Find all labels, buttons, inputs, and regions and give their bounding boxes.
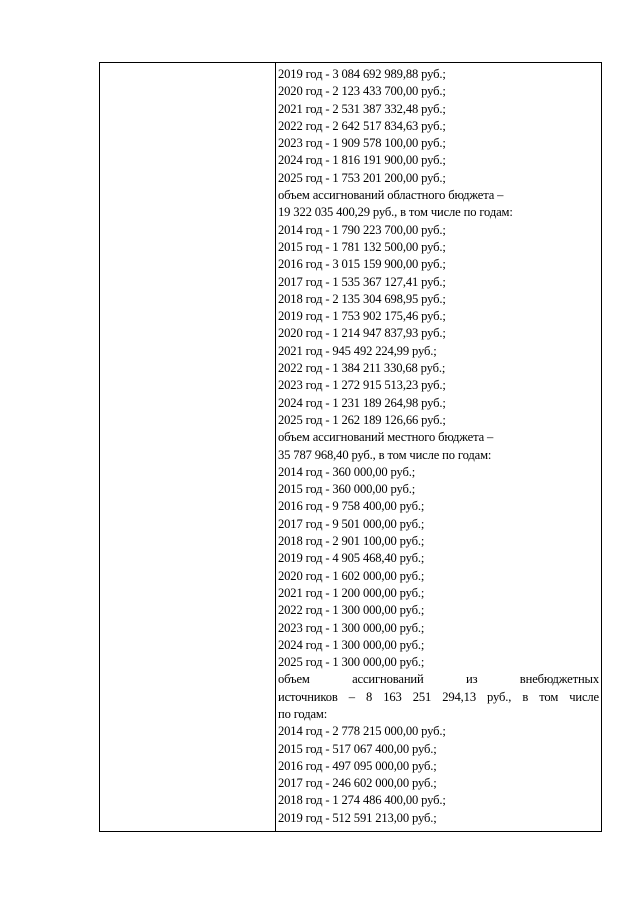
text-line: 2024 год - 1 300 000,00 руб.; — [278, 637, 425, 652]
text-line: 2020 год - 2 123 433 700,00 руб.; — [278, 84, 446, 99]
text-line: 2019 год - 512 591 213,00 руб.; — [278, 810, 437, 825]
text-line: 2018 год - 1 274 486 400,00 руб.; — [278, 793, 446, 808]
text-line: 2021 год - 1 200 000,00 руб.; — [278, 585, 425, 600]
text-line: по годам: — [278, 706, 328, 721]
text-line: 2021 год - 2 531 387 332,48 руб.; — [278, 101, 446, 116]
text-line: 2017 год - 246 602 000,00 руб.; — [278, 776, 437, 791]
text-line: 2022 год - 1 300 000,00 руб.; — [278, 603, 425, 618]
text-line: 2015 год - 517 067 400,00 руб.; — [278, 741, 437, 756]
text-line-justified: объем ассигнований из внебюджетных — [278, 672, 599, 687]
text-line: 2017 год - 9 501 000,00 руб.; — [278, 516, 425, 531]
text-line: объем ассигнований областного бюджета – — [278, 188, 504, 203]
text-line-justified: источников – 8 163 251 294,13 руб., в том числе — [278, 689, 599, 704]
text-line: 2015 год - 360 000,00 руб.; — [278, 482, 416, 497]
text-line: 2018 год - 2 901 100,00 руб.; — [278, 534, 425, 549]
text-line: объем ассигнований местного бюджета – — [278, 430, 494, 445]
text-line: 2018 год - 2 135 304 698,95 руб.; — [278, 291, 446, 306]
text-line: 2019 год - 3 084 692 989,88 руб.; — [278, 67, 446, 81]
table-left-cell — [100, 63, 276, 831]
text-line: 35 787 968,40 руб., в том числе по годам: — [278, 447, 492, 462]
text-line: 2023 год - 1 272 915 513,23 руб.; — [278, 378, 446, 393]
text-line: 2021 год - 945 492 224,99 руб.; — [278, 343, 437, 358]
text-line: 2025 год - 1 753 201 200,00 руб.; — [278, 170, 446, 185]
text-line: 2025 год - 1 300 000,00 руб.; — [278, 655, 425, 670]
text-line: 2016 год - 9 758 400,00 руб.; — [278, 499, 425, 514]
text-line: 2019 год - 1 753 902 175,46 руб.; — [278, 309, 446, 324]
text-line: 2022 год - 2 642 517 834,63 руб.; — [278, 118, 446, 133]
text-line: 2017 год - 1 535 367 127,41 руб.; — [278, 274, 446, 289]
text-line: 2025 год - 1 262 189 126,66 руб.; — [278, 412, 446, 427]
text-line: 2024 год - 1 231 189 264,98 руб.; — [278, 395, 446, 410]
text-line: 2022 год - 1 384 211 330,68 руб.; — [278, 361, 446, 376]
document-table — [99, 62, 602, 832]
text-line: 19 322 035 400,29 руб., в том числе по годам: — [278, 205, 513, 220]
text-line: 2020 год - 1 214 947 837,93 руб.; — [278, 326, 446, 341]
text-line: 2023 год - 1 300 000,00 руб.; — [278, 620, 425, 635]
text-line: 2014 год - 2 778 215 000,00 руб.; — [278, 724, 446, 739]
text-line: 2024 год - 1 816 191 900,00 руб.; — [278, 153, 446, 168]
text-line: 2023 год - 1 909 578 100,00 руб.; — [278, 136, 446, 151]
table-right-cell — [276, 63, 601, 831]
text-line: 2014 год - 1 790 223 700,00 руб.; — [278, 222, 446, 237]
text-line: 2016 год - 497 095 000,00 руб.; — [278, 758, 437, 773]
text-line: 2016 год - 3 015 159 900,00 руб.; — [278, 257, 446, 272]
text-line: 2014 год - 360 000,00 руб.; — [278, 464, 416, 479]
text-line: 2020 год - 1 602 000,00 руб.; — [278, 568, 425, 583]
text-line: 2019 год - 4 905 468,40 руб.; — [278, 551, 425, 566]
text-line: 2015 год - 1 781 132 500,00 руб.; — [278, 239, 446, 254]
